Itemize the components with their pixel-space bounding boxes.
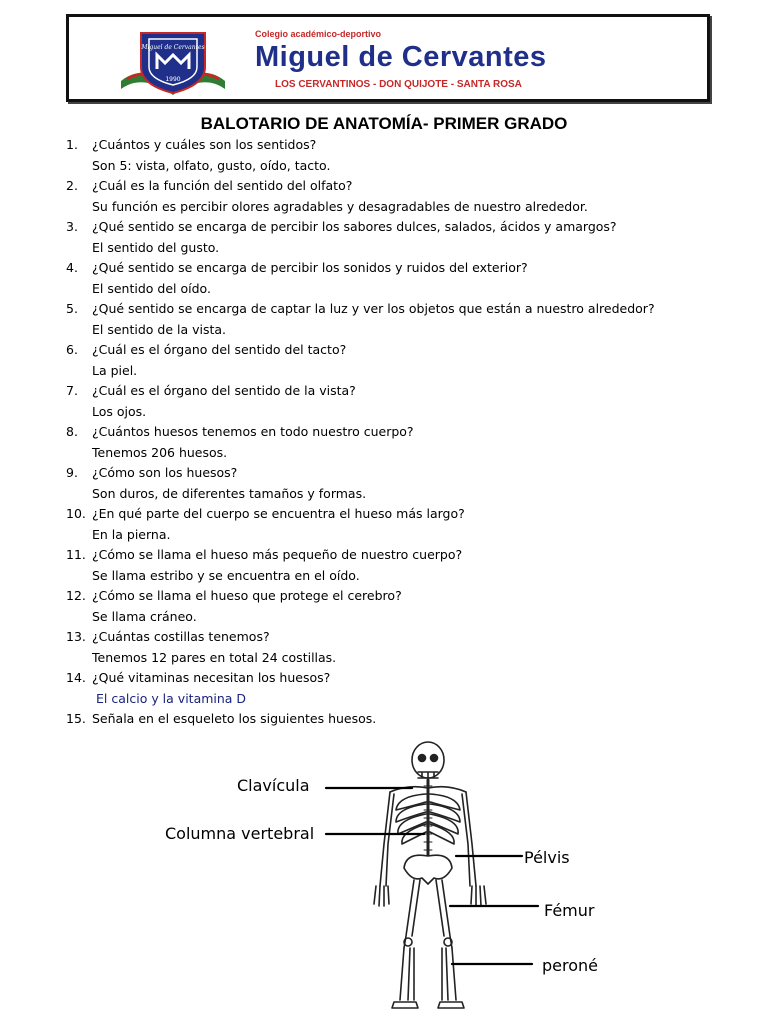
question-list bbox=[66, 135, 726, 730]
list-item bbox=[66, 463, 726, 504]
label-columna-vertebral: Columna vertebral bbox=[165, 824, 315, 843]
question-text: ¿Cuántos y cuáles son los sentidos? bbox=[92, 137, 317, 152]
question-number: 8. bbox=[66, 424, 78, 439]
question-text: Señala en el esqueleto los siguientes huesos. bbox=[92, 711, 377, 726]
answer-text: Se llama cráneo. bbox=[92, 608, 197, 624]
question-line bbox=[66, 258, 726, 279]
question-text: ¿Cuál es el órgano del sentido de la vista? bbox=[92, 383, 356, 398]
list-item bbox=[66, 586, 726, 627]
question-number: 13. bbox=[66, 629, 86, 644]
question-number: 4. bbox=[66, 260, 78, 275]
answer-text: El calcio y la vitamina D bbox=[96, 690, 247, 706]
list-item bbox=[66, 504, 726, 545]
answer-text: El sentido del gusto. bbox=[92, 239, 220, 255]
list-item bbox=[66, 381, 726, 422]
answer-text: El sentido de la vista. bbox=[92, 321, 227, 337]
school-subtitle-top: Colegio académico-deportivo bbox=[255, 29, 382, 39]
school-name: Miguel de Cervantes bbox=[255, 41, 547, 73]
page-title: BALOTARIO DE ANATOMÍA- PRIMER GRADO bbox=[200, 114, 568, 133]
list-item bbox=[66, 217, 726, 258]
question-text: ¿Qué sentido se encarga de percibir los sonidos y ruidos del exterior? bbox=[92, 260, 528, 275]
question-text: ¿Cuántos huesos tenemos en todo nuestro cuerpo? bbox=[92, 424, 414, 439]
question-line bbox=[66, 627, 726, 648]
question-line bbox=[66, 176, 726, 197]
answer-text: Tenemos 12 pares en total 24 costillas. bbox=[92, 649, 337, 665]
question-line bbox=[66, 381, 726, 402]
list-item bbox=[66, 627, 726, 668]
question-text: ¿Qué sentido se encarga de captar la luz y ver los objetos que están a nuestro alrededor? bbox=[92, 301, 655, 316]
question-text: ¿Cuál es la función del sentido del olfato? bbox=[92, 178, 353, 193]
question-line bbox=[66, 340, 726, 361]
question-number: 12. bbox=[66, 588, 86, 603]
question-line bbox=[66, 709, 726, 730]
label-clavicula: Clavícula bbox=[237, 776, 310, 795]
school-subtitle-bottom: LOS CERVANTINOS - DON QUIJOTE - SANTA ROSA bbox=[275, 79, 522, 90]
label-perone: peroné bbox=[542, 956, 598, 975]
answer-text: Son 5: vista, olfato, gusto, oído, tacto. bbox=[92, 157, 331, 173]
question-number: 7. bbox=[66, 383, 78, 398]
question-number: 9. bbox=[66, 465, 78, 480]
list-item bbox=[66, 545, 726, 586]
question-number: 2. bbox=[66, 178, 78, 193]
question-line bbox=[66, 463, 726, 484]
question-line bbox=[66, 422, 726, 443]
answer-text: Son duros, de diferentes tamaños y formas. bbox=[92, 485, 367, 501]
question-text: ¿Qué sentido se encarga de percibir los sabores dulces, salados, ácidos y amargos? bbox=[92, 219, 617, 234]
list-item bbox=[66, 340, 726, 381]
question-number: 11. bbox=[66, 547, 86, 562]
list-item bbox=[66, 176, 726, 217]
answer-text: La piel. bbox=[92, 362, 138, 378]
school-banner bbox=[66, 14, 710, 102]
question-line bbox=[66, 668, 726, 689]
answer-text: Se llama estribo y se encuentra en el oído. bbox=[92, 567, 360, 583]
question-line bbox=[66, 545, 726, 566]
question-number: 14. bbox=[66, 670, 86, 685]
list-item bbox=[66, 135, 726, 176]
question-number: 5. bbox=[66, 301, 78, 316]
skeleton-figure bbox=[160, 736, 640, 1016]
question-number: 6. bbox=[66, 342, 78, 357]
answer-text: Su función es percibir olores agradables y desagradables de nuestro alrededor. bbox=[92, 198, 588, 214]
question-number: 1. bbox=[66, 137, 78, 152]
label-femur: Fémur bbox=[544, 901, 595, 920]
question-line bbox=[66, 217, 726, 238]
list-item bbox=[66, 299, 726, 340]
question-text: ¿Cómo se llama el hueso que protege el cerebro? bbox=[92, 588, 402, 603]
question-line bbox=[66, 299, 726, 320]
question-line bbox=[66, 135, 726, 156]
question-text: ¿Cuál es el órgano del sentido del tacto? bbox=[92, 342, 347, 357]
list-item bbox=[66, 709, 726, 730]
school-seal-logo bbox=[113, 23, 233, 99]
answer-text: Los ojos. bbox=[92, 403, 147, 419]
seal-year: 1990 bbox=[165, 76, 181, 83]
question-text: ¿Qué vitaminas necesitan los huesos? bbox=[92, 670, 331, 685]
question-number: 10. bbox=[66, 506, 86, 521]
question-number: 15. bbox=[66, 711, 86, 726]
answer-text: Tenemos 206 huesos. bbox=[92, 444, 228, 460]
question-text: ¿En qué parte del cuerpo se encuentra el hueso más largo? bbox=[92, 506, 465, 521]
question-line bbox=[66, 586, 726, 607]
question-text: ¿Cómo se llama el hueso más pequeño de nuestro cuerpo? bbox=[92, 547, 463, 562]
question-line bbox=[66, 504, 726, 525]
answer-text: En la pierna. bbox=[92, 526, 171, 542]
label-pelvis: Pélvis bbox=[524, 848, 570, 867]
question-text: ¿Cómo son los huesos? bbox=[92, 465, 238, 480]
list-item bbox=[66, 668, 726, 709]
answer-text: El sentido del oído. bbox=[92, 280, 211, 296]
question-text: ¿Cuántas costillas tenemos? bbox=[92, 629, 270, 644]
list-item bbox=[66, 258, 726, 299]
seal-text: Miguel de Cervantes bbox=[141, 44, 205, 51]
list-item bbox=[66, 422, 726, 463]
question-number: 3. bbox=[66, 219, 78, 234]
